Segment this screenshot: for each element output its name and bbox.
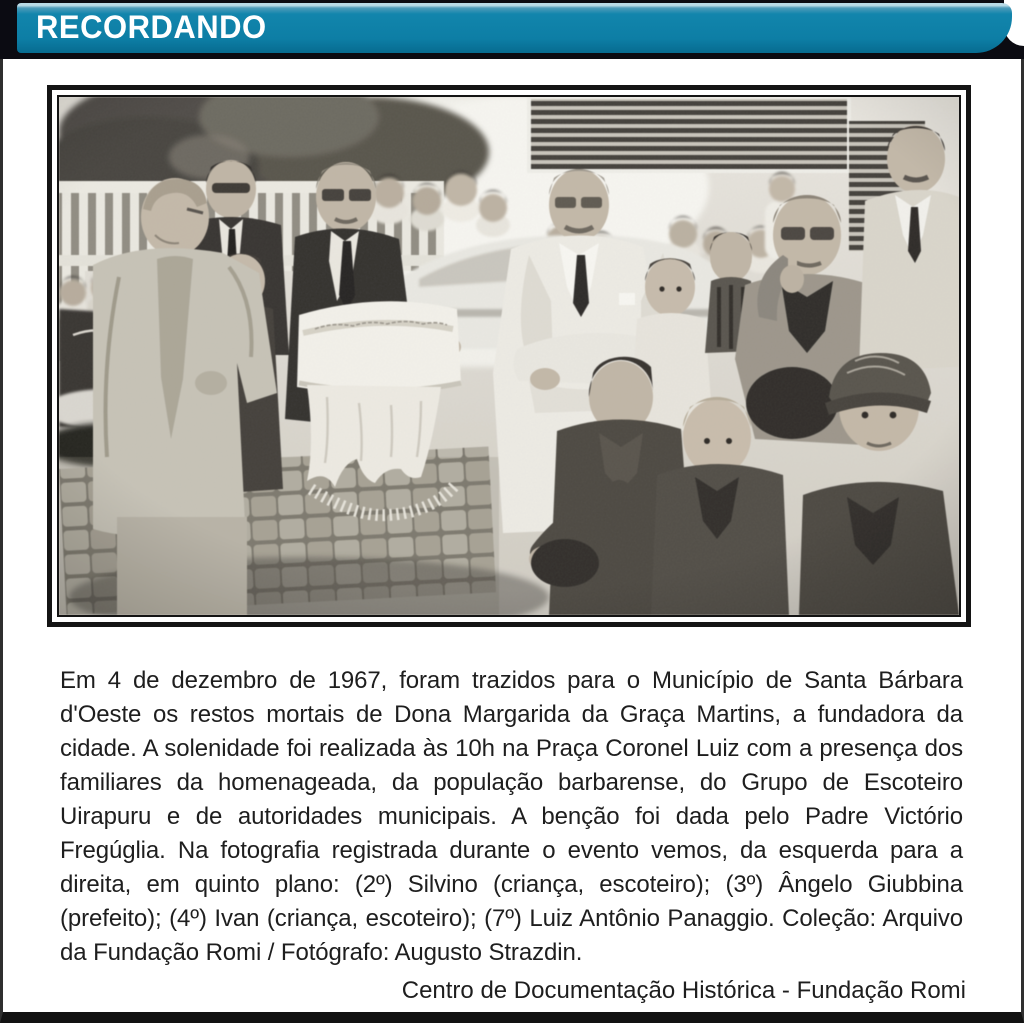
vignette	[59, 97, 959, 615]
section-banner	[0, 0, 1024, 59]
footer-credit: Centro de Documentação Histórica - Fundação Romi	[401, 977, 966, 1004]
document-page	[0, 59, 1024, 1023]
photo-frame	[47, 85, 971, 627]
section-title: RECORDANDO	[36, 9, 267, 46]
photo-caption: Em 4 de dezembro de 1967, foram trazidos para o Município de Santa Bárbara d'Oeste os restos mortais de Dona Margarida da Graça Martins, a fundadora da cidade. A solenidade foi realizada às 10h na Praça Coronel Luiz com a presença dos familiares da homenageada, da população barbarense, do Grupo de Escoteiro Uirapuru e de autoridades municipais. A benção foi dada pelo Padre Victório Fregúglia. Na fotografia registrada durante o evento vemos, da esquerda para a direita, em quinto plano: (2º) Silvino (criança, escoteiro); (3º) Ângelo Giubbina (prefeito); (4º) Ivan (criança, escoteiro); (7º) Luiz Antônio Panaggio. Coleção: Arquivo da Fundação Romi / Fotógrafo: Augusto Strazdin.	[60, 667, 963, 966]
photo-illustration	[59, 97, 959, 615]
historical-photograph	[57, 95, 961, 617]
